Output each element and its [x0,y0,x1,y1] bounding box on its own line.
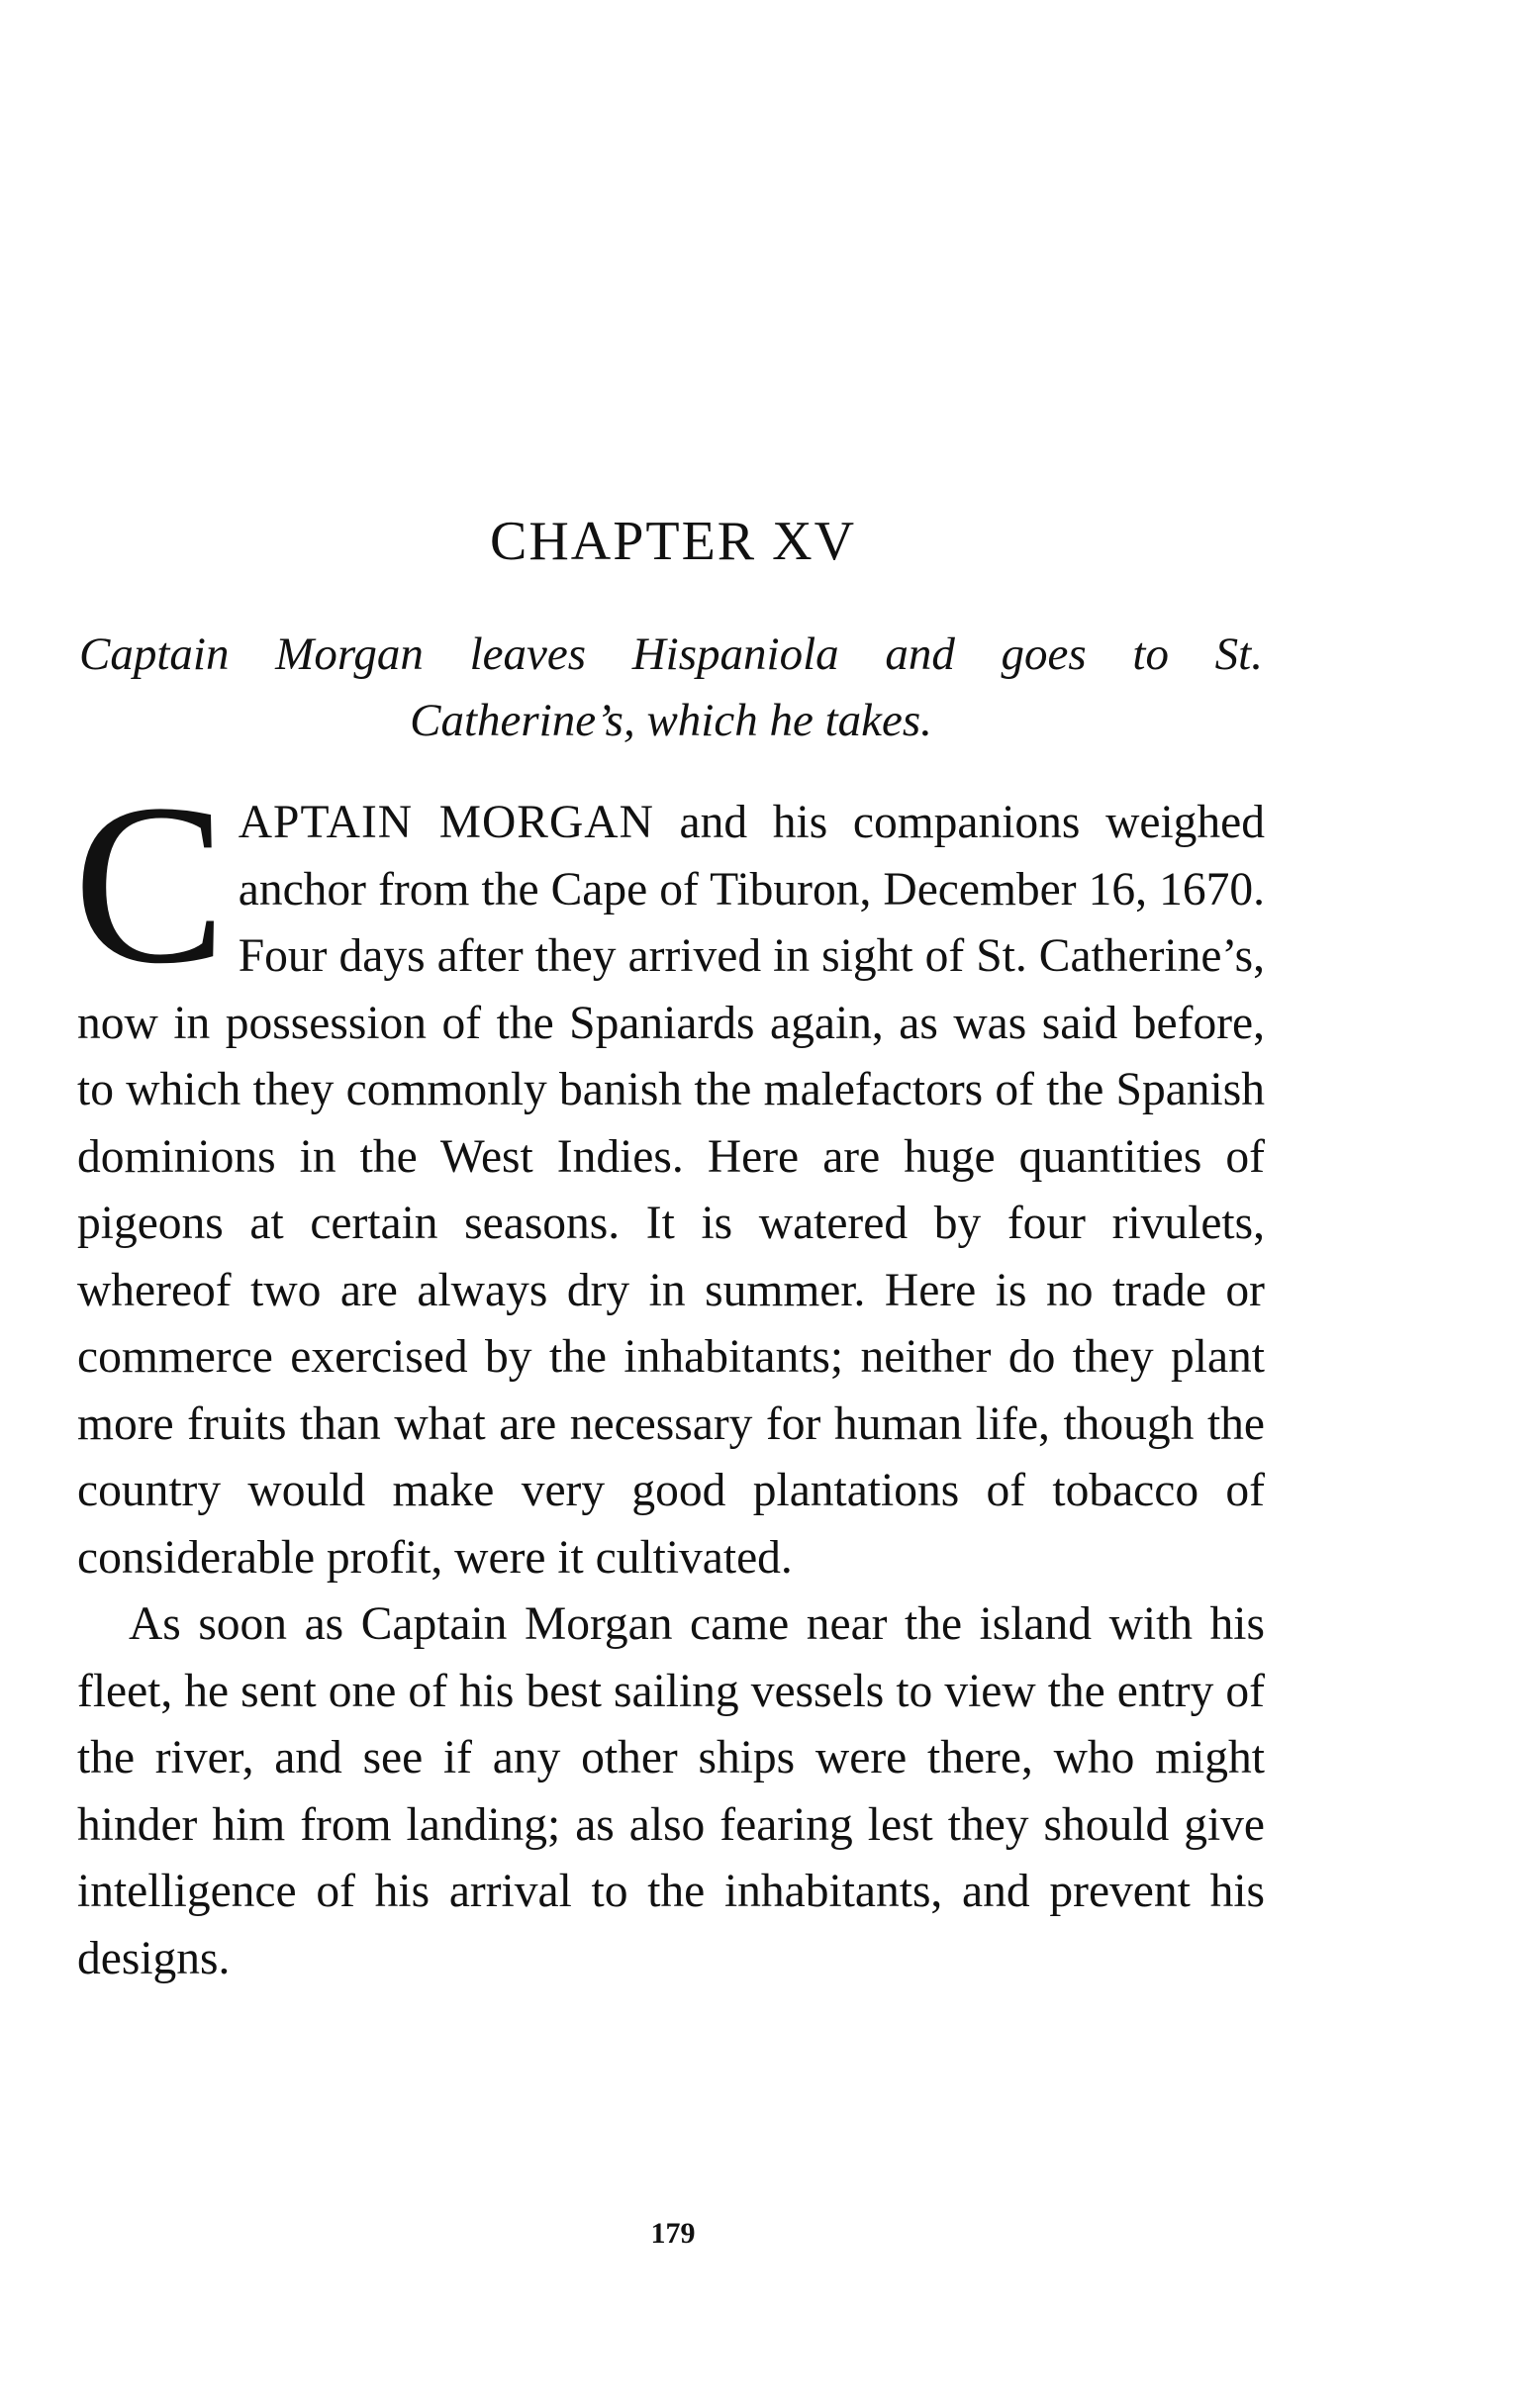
paragraph-1-text: and his companions weighed anchor from the Cape of Tiburon, December 16, 1670. Four days after they arrived in sight of St. Catherine’s, now in possession of the Spaniards again, as was said before, to which they commonly banish the malefactors of the Spanish dominions in the West Indies. Here are huge quantities of pigeons at certain seasons. It is watered by four rivulets, whereof two are always dry in summer. Here is no trade or commerce exercised by the inhabitants; neither do they plant more fruits than what are necessary for human life, though the country would make very good plantations of tobacco of considerable profit, were it cultivated. [77,797,1265,1584]
drop-cap-letter: C [73,757,227,1011]
chapter-heading: CHAPTER XV [489,511,857,572]
paragraph-2: As soon as Captain Morgan came near the island with his fleet, he sent one of his best sailing vessels to view the entry of the river, and see if any other ships were there, who might hinder him from landing; as also fearing lest they should give intelligence of his arrival to the inhabitants, and prevent his designs. [77,1598,1265,1984]
chapter-subtitle [79,622,1263,754]
opening-words: APTAIN MORGAN [238,797,654,848]
page-number: 179 [650,2217,696,2250]
chapter-subtitle-line-1: Captain Morgan leaves Hispaniola and goes to St. [79,628,1263,680]
chapter-body [73,757,1265,1992]
chapter-subtitle-line-2: Catherine’s, which he takes. [410,695,932,746]
paragraph-1 [73,757,1265,1591]
